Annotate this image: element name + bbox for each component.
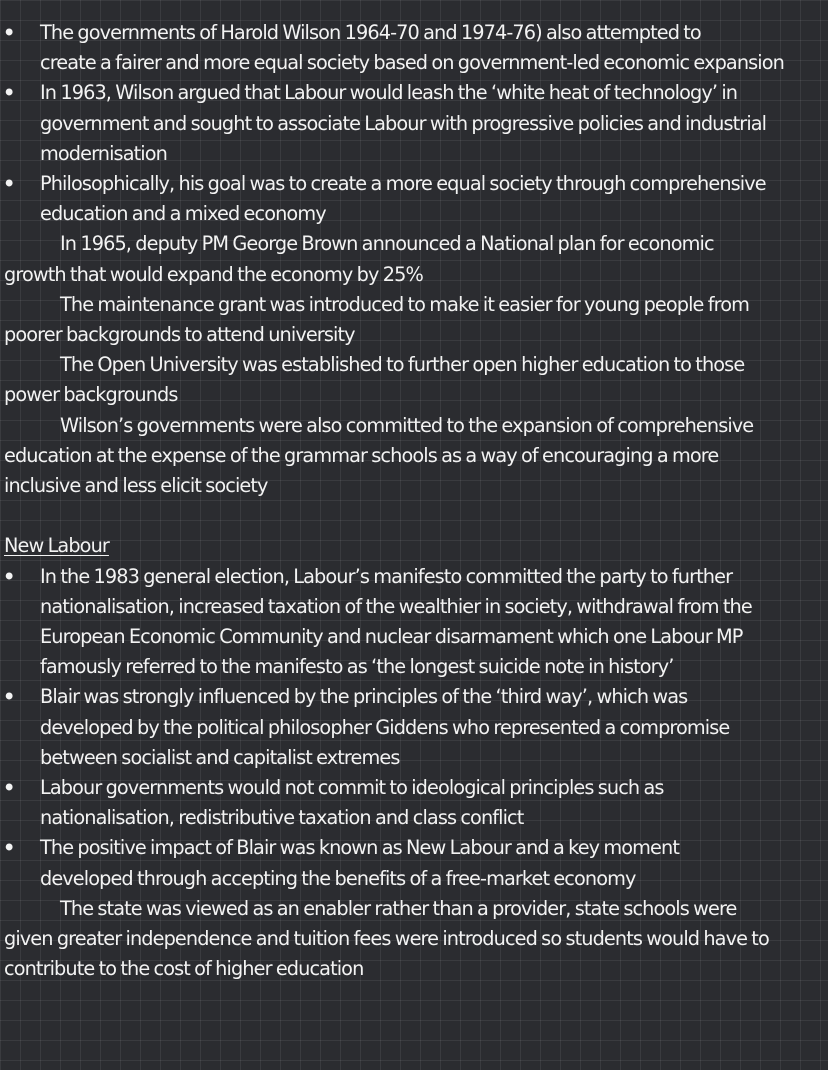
text-line: given greater independence and tuition fees were introduced so students would have to [4, 927, 769, 951]
bullet-marker: • [3, 836, 15, 860]
bullet-item [0, 833, 824, 893]
text-line: nationalisation, increased taxation of the wealthier in society, withdrawal from the [40, 594, 752, 618]
new-labour-bullets [0, 562, 826, 894]
text-line: create a fairer and more equal society based on government-led economic expansion [40, 51, 784, 75]
bullet-item [0, 78, 824, 169]
paragraph [0, 290, 826, 350]
text-line: growth that would expand the economy by 25% [4, 262, 423, 286]
text-line: nationalisation, redistributive taxation and class conflict [40, 806, 524, 830]
notes-page [0, 18, 826, 984]
paragraph [0, 894, 826, 985]
text-line: between socialist and capitalist extremes [40, 745, 400, 769]
text-line: modernisation [40, 141, 167, 165]
text-line: The maintenance grant was introduced to make it easier for young people from [60, 292, 750, 316]
bullet-marker: • [3, 21, 15, 44]
text-line: The Open University was established to further open higher education to those [60, 353, 745, 377]
new-labour-paragraphs [0, 894, 826, 985]
bullet-marker: • [3, 776, 15, 800]
text-line: education at the expense of the grammar schools as a way of encouraging a more [4, 443, 719, 467]
paragraph [0, 350, 826, 410]
bullet-marker: • [3, 564, 15, 588]
paragraph [0, 411, 826, 502]
bullet-item [0, 18, 824, 78]
text-line: Philosophically, his goal was to create a more equal society through comprehensive [40, 172, 766, 196]
text-line: European Economic Community and nuclear disarmament which one Labour MP [40, 625, 743, 649]
bullet-marker: • [3, 685, 15, 709]
text-line: Blair was strongly influenced by the principles of the ‘third way’, which was [40, 685, 688, 709]
bullet-item [0, 682, 824, 773]
text-line: developed by the political philosopher Giddens who represented a compromise [40, 715, 730, 739]
text-line: The governments of Harold Wilson 1964-70 and 1974-76) also attempted to [40, 21, 701, 44]
text-line: The positive impact of Blair was known as New Labour and a key moment [40, 836, 679, 860]
text-line: power backgrounds [4, 383, 178, 407]
text-line: In the 1983 general election, Labour’s manifesto committed the party to further [40, 564, 733, 588]
text-line: famously referred to the manifesto as ‘the longest suicide note in history’ [40, 655, 674, 679]
text-line: Wilson’s governments were also committed to the expansion of comprehensive [60, 413, 754, 437]
text-line: Labour governments would not commit to ideological principles such as [40, 776, 664, 800]
bullet-marker: • [3, 172, 15, 196]
wilson-bullets [0, 18, 826, 229]
wilson-paragraphs [0, 229, 826, 501]
text-line: In 1963, Wilson argued that Labour would leash the ‘white heat of technology’ in [40, 81, 738, 105]
text-line: In 1965, deputy PM George Brown announced a National plan for economic [60, 232, 714, 256]
text-line: contribute to the cost of higher education [4, 957, 364, 981]
bullet-marker: • [3, 81, 15, 105]
text-line: The state was viewed as an enabler rather than a provider, state schools were [60, 896, 737, 920]
section-heading: New Labour [4, 534, 109, 558]
text-line: government and sought to associate Labour with progressive policies and industrial [40, 111, 767, 135]
bullet-item [0, 169, 824, 229]
text-line: poorer backgrounds to attend university [4, 323, 355, 347]
text-line: inclusive and less elicit society [4, 474, 268, 498]
text-line: education and a mixed economy [40, 202, 326, 226]
bullet-item [0, 773, 824, 833]
paragraph [0, 229, 826, 289]
text-line: developed through accepting the benefits of a free-market economy [40, 866, 636, 890]
bullet-item [0, 562, 824, 683]
